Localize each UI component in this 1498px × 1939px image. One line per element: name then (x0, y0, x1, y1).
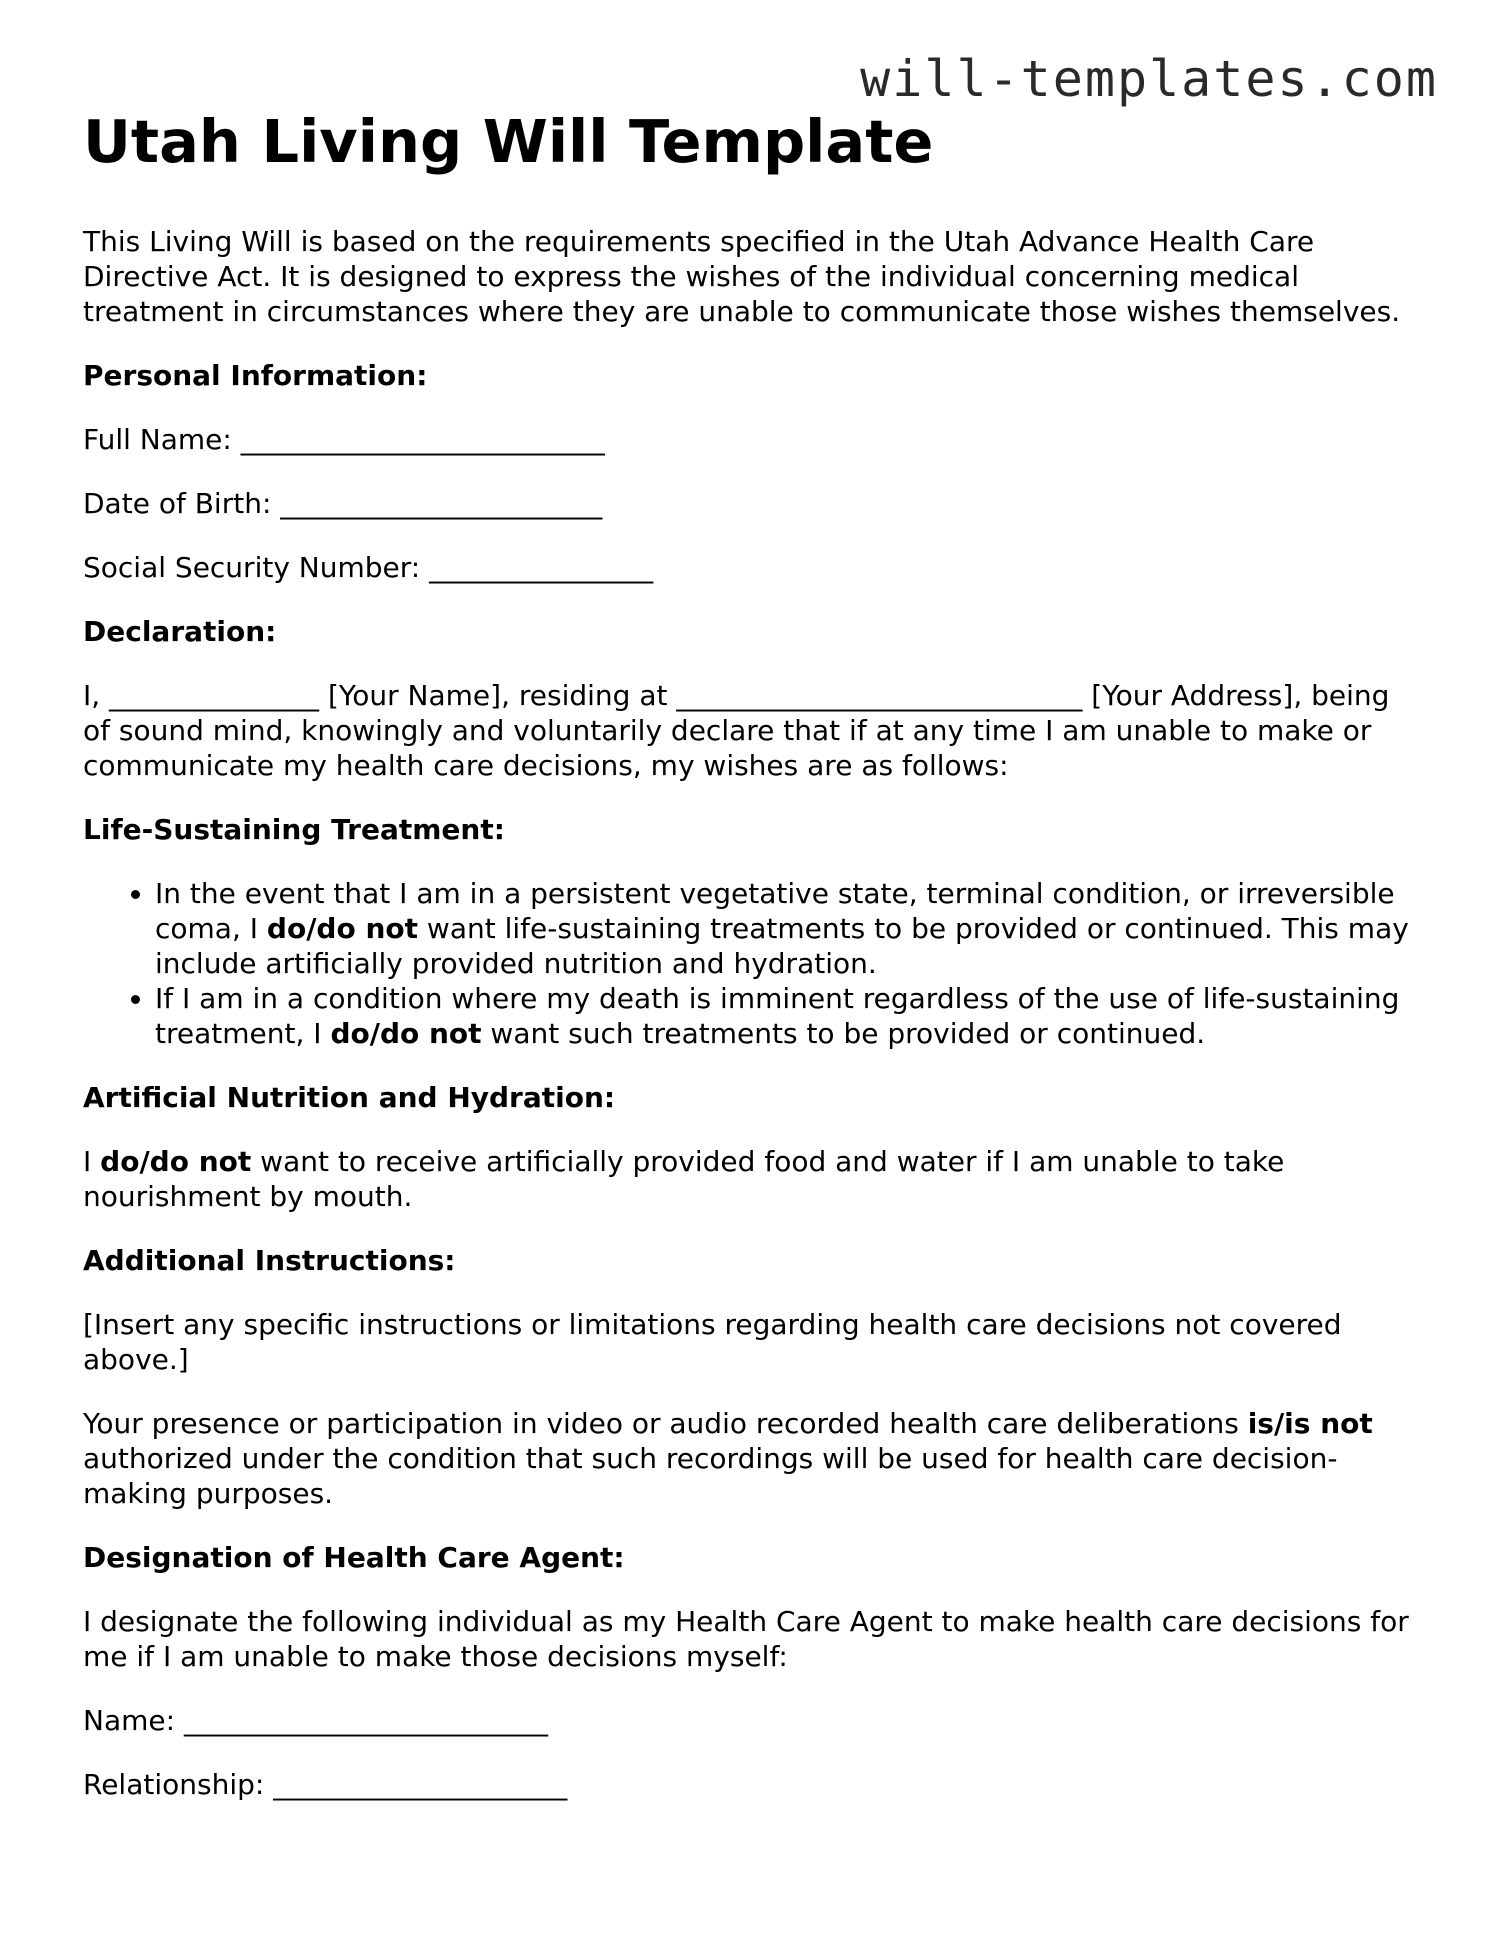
agent-name-line: Name: __________________________ (83, 1704, 548, 1737)
personal-information-heading: Personal Information: (83, 359, 428, 392)
health-care-agent-heading: Designation of Health Care Agent: (83, 1541, 625, 1574)
nutrition-heading: Artificial Nutrition and Hydration: (83, 1081, 616, 1114)
item-text: In the event that I am in a persistent vegetative state, terminal condition, or irreversible coma, I (155, 877, 1395, 945)
paragraph-text: authorized under the condition that such recordings will be used for health care decision-making purposes. (83, 1442, 1338, 1510)
paragraph-text: Your presence or participation in video or audio recorded health care deliberations (83, 1407, 1248, 1440)
document-title: Utah Living Will Template (83, 107, 934, 176)
full-name-line: Full Name: __________________________ (83, 423, 605, 456)
choice-text: do/do not (266, 912, 419, 945)
date-of-birth-line: Date of Birth: _______________________ (83, 487, 603, 520)
additional-instructions-heading: Additional Instructions: (83, 1244, 456, 1277)
declaration-paragraph: I, _______________ [Your Name], residing at _____________________________ [Your Address], being of sound mind, knowingly and voluntarily declare that if at any time I am unable to make or communicate my health care decisions, my wishes are as follows: (83, 679, 1390, 782)
agent-relationship-line: Relationship: _____________________ (83, 1768, 568, 1801)
nutrition-paragraph (83, 1144, 1423, 1214)
choice-text: is/is not (1247, 1407, 1373, 1440)
list-item (155, 876, 1423, 981)
list-item (155, 981, 1423, 1051)
choice-text: do/do not (100, 1145, 252, 1178)
document-page (83, 104, 1423, 1831)
watermark: will-templates.com (860, 50, 1438, 108)
ssn-line: Social Security Number: ________________ (83, 551, 654, 584)
item-text: If I am in a condition where my death is imminent regardless of the use of life-sustaining treatment, I (155, 982, 1400, 1050)
paragraph-text: I (83, 1145, 101, 1178)
life-sustaining-list (83, 876, 1423, 1051)
item-text: want life-sustaining treatments to be provided or continued. This may include artificially provided nutrition and hydration. (155, 912, 1409, 980)
paragraph-text: want to receive artificially provided food and water if I am unable to take nourishment by mouth. (83, 1145, 1285, 1213)
life-sustaining-heading: Life-Sustaining Treatment: (83, 813, 505, 846)
declaration-heading: Declaration: (83, 615, 277, 648)
choice-text: do/do not (330, 1017, 482, 1050)
health-care-agent-paragraph: I designate the following individual as my Health Care Agent to make health care decisions for me if I am unable to make those decisions myself: (83, 1605, 1409, 1673)
recording-paragraph (83, 1406, 1423, 1511)
additional-instructions-paragraph: [Insert any specific instructions or limitations regarding health care decisions not covered above.] (83, 1308, 1342, 1376)
item-text: want such treatments to be provided or continued. (481, 1017, 1206, 1050)
intro-paragraph: This Living Will is based on the requirements specified in the Utah Advance Health Care Directive Act. It is designed to express the wishes of the individual concerning medical treatment in circumstances where they are unable to communicate those wishes themselves. (83, 225, 1401, 328)
